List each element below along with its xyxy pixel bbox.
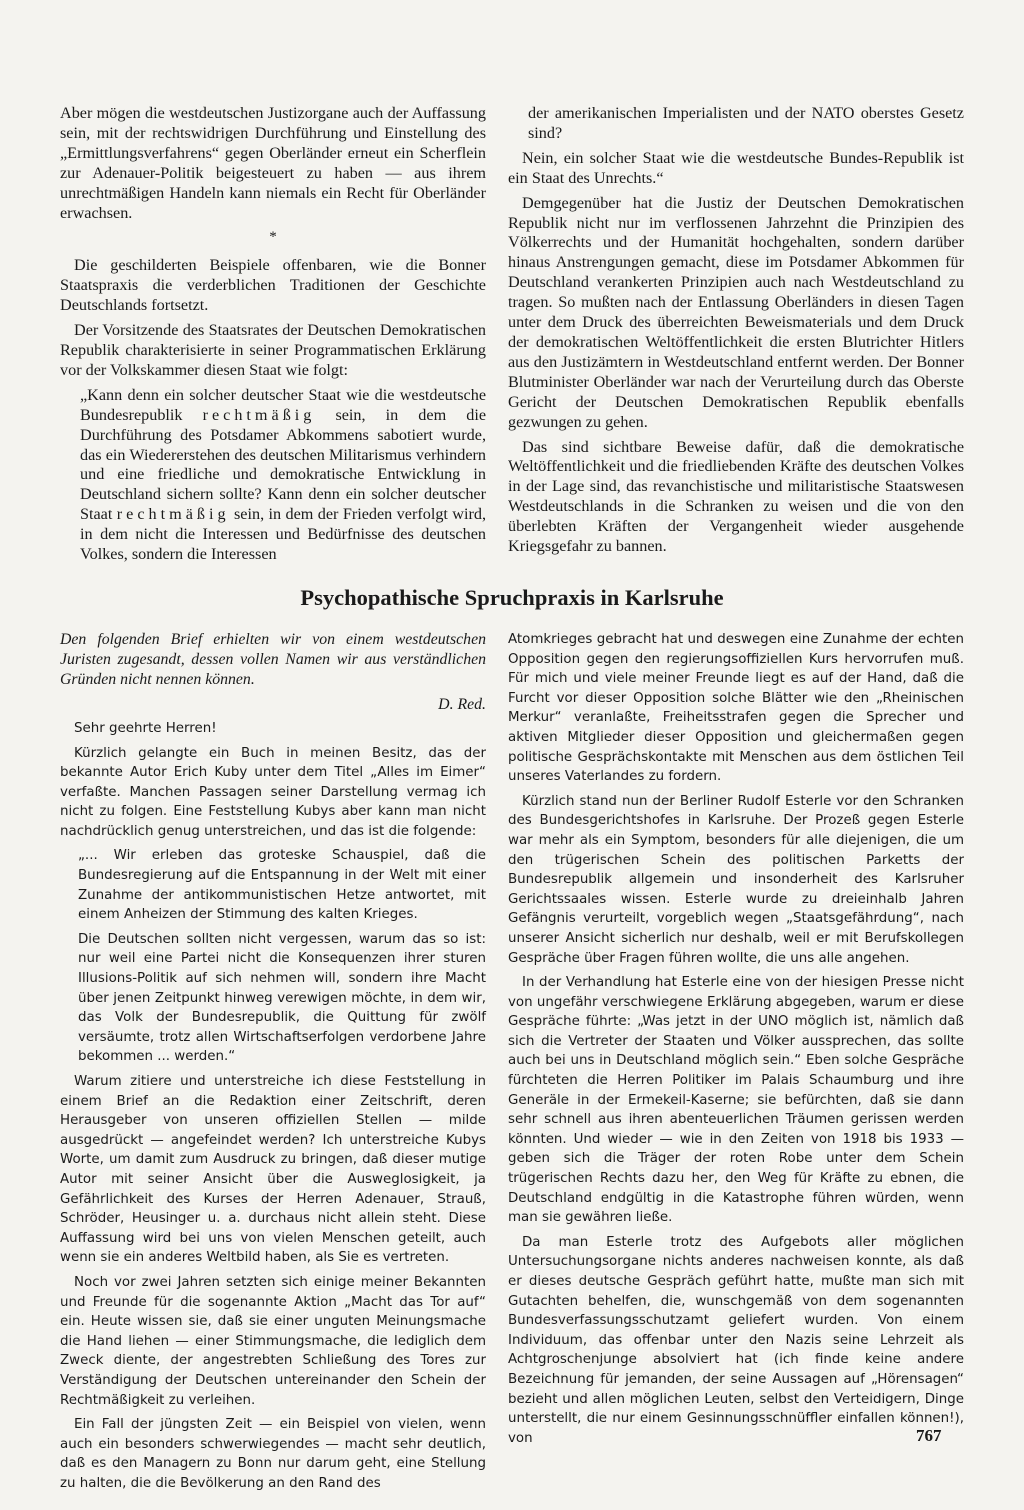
paragraph: Ein Fall der jüngsten Zeit — ein Beispiel von vielen, wenn auch ein besonders schwerwiegendes — macht sehr deutlich, daß es den Managern zu Bonn nur darum geht, eine Stellung zu halten, die die Bevölkerung an den Rand des <box>60 1417 486 1491</box>
paragraph: Kürzlich stand nun der Berliner Rudolf Esterle vor den Schranken des Bundesgerichtshofes in Karlsruhe. Der Prozeß gegen Esterle war mehr als ein Symptom, besonders für alle diejenigen, die um den trügerischen Schein des politischen Parketts der Bundesrepublik allgemein und insonderheit des Karlsruher Gerichtssaales wissen. Esterle wurde zu dreieinhalb Jahren Gefängnis verurteilt, vorgeblich wegen „Staatsgefährdung“, nach unserer Ansicht sicherlich nur deshalb, weil er mit Berufskollegen Gespräche über Fragen führen wollte, die uns alle angehen. <box>508 793 964 966</box>
paragraph: Das sind sichtbare Beweise dafür, daß die demokratische Weltöffentlichkeit und die friedliebenden Kräfte des deutschen Volkes in der Lage sind, das revanchistische und militaristische Staatswesen Westdeutschlands in die Schranken zu weisen und die von den überlebten Kräften der Vergangenheit wieder ausgehende Kriegsgefahr zu bannen. <box>508 437 964 556</box>
upper-left-column <box>60 104 486 570</box>
paragraph: Die geschilderten Beispiele offenbaren, wie die Bonner Staatspraxis die verderblichen Traditionen der Geschichte Deutschlands fortsetzt. <box>60 256 486 315</box>
paragraph: Warum zitiere und unterstreiche ich diese Feststellung in einem Brief an die Redaktion einer Zeitschrift, deren Herausgeber von unseren offiziellen Stellen — milde ausgedrückt — angefeindet werden? Ich unterstreiche Kubys Worte, um damit zum Ausdruck zu bringen, daß dieser mutige Autor mit seiner Ansicht über die Ausweglosigkeit, ja Gefährlichkeit des Kurses der Herren Adenauer, Strauß, Schröder, Heusinger u. a. durchaus nicht allein steht. Diese Auffassung wird bei uns von vielen Menschen geteilt, auch wenn sie ein anderes Weltbild haben, als Sie es vertreten. <box>60 1074 486 1266</box>
lower-right-column <box>508 630 964 1453</box>
paragraph: Kürzlich gelangte ein Buch in meinen Besitz, das der bekannte Autor Erich Kuby unter dem Titel „Alles im Eimer“ verfaßte. Manchen Passagen seiner Darstellung vermag ich nicht zu folgen. Eine Feststellung Kubys aber kann man nicht nachdrücklich genug unterstreichen, und das ist die folgende: <box>60 745 486 839</box>
quote-paragraph: Die Deutschen sollten nicht vergessen, warum das so ist: nur weil eine Partei nicht die Konsequenzen ihrer sturen Illusions-Politik auf sich nehmen will, sondern ihre Macht über jenen Zeitpunkt hinweg verewigen möchte, in dem wir, das Volk der Bundesrepublik, die Quittung für zwölf versäumte, trotz allen Wirtschaftserfolgen verdorbene Jahre bekommen ... werden.“ <box>78 931 486 1065</box>
upper-right-column <box>508 104 964 562</box>
quote-paragraph <box>80 386 486 565</box>
letter-salutation: Sehr geehrte Herren! <box>74 720 217 736</box>
paragraph: In der Verhandlung hat Esterle eine von der hiesigen Presse nicht von ungefähr verschwiegene Erklärung abgegeben, warum er diese Gespräche führte: „Was jetzt in der UNO möglich ist, nämlich daß sich die Vertreter der Staaten und Völker aussprechen, das sollte auch bei uns in Deutschland möglich sein.“ Eben solche Gespräche fürchteten die Herren Politiker im Palais Schaumburg und ihre Generäle in der Ermekeil-Kaserne; sie befürchten, daß sie dann sehr schnell aus ihren abenteuerlichen Träumen gerissen werden könnten. Und wieder — wie in den Zeiten von 1918 bis 1933 — geben sich die Träger der roten Robe unter dem Schein trügerischen Rechts dazu her, den Weg für Kräfte zu ebnen, die Deutschland endgültig in die Katastrophe führen würden, wenn man sie gewähren ließe. <box>508 975 964 1226</box>
paragraph: Aber mögen die westdeutschen Justizorgane auch der Auffassung sein, mit der rechtswidrigen Durchführung und Einstellung des „Ermittlungsverfahrens“ gegen Oberländer erneut ein Scherflein zur Adenauer-Politik beigesteuert zu haben — aus ihrem unrechtmäßigen Handeln kann niemals ein Recht für Oberländer erwachsen. <box>60 104 486 222</box>
paragraph: Demgegenüber hat die Justiz der Deutschen Demokratischen Republik nicht nur im verflossenen Jahrzehnt die Prinzipien des Völkerrechts und der Humanität hochgehalten, sondern darüber hinaus Anstrengungen gemacht, diese im Potsdamer Abkommen für Deutschland verankerten Prinzipien auch nach Westdeutschland zu tragen. So mußten nach der Entlassung Oberländers in diesen Tagen unter dem Druck des überreichten Beweismaterials und dem Druck der demokratischen Weltöffentlichkeit die ersten Blutrichter Hitlers aus den Justizämtern in Westdeutschland entfernt werden. Der Bonner Blutminister Oberländer war nach der Verurteilung durch das Oberste Gericht der Deutschen Demokratischen Republik ebenfalls gezwungen zu gehen. <box>508 193 964 431</box>
section-separator: * <box>269 229 277 246</box>
paragraph: Nein, ein solcher Staat wie die westdeutsche Bundes-Republik ist ein Staat des Unrechts.“ <box>508 148 964 187</box>
emphasized-word: rechtmäßig <box>202 405 316 424</box>
quote-text: sein, in dem der Frieden verfolgt wird, in dem nicht die Interessen und Bedürfnisse des deutschen Volkes, sondern die Interessen <box>80 505 487 564</box>
block-quote <box>60 846 486 1067</box>
editorial-intro: Den folgenden Brief erhielten wir von einem westdeutschen Juristen zugesandt, dessen vollen Namen wir aus verständlichen Gründen nicht nennen können. <box>60 631 486 688</box>
paragraph: Der Vorsitzende des Staatsrates der Deutschen Demokratischen Republik charakterisierte in seiner Programmatischen Erklärung vor der Volkskammer diesen Staat wie folgt: <box>60 321 486 379</box>
quote-paragraph: „... Wir erleben das groteske Schauspiel, daß die Bundesregierung auf die Entspannung in der Welt mit einer Zunahme der antikommunistischen Hetze antwortet, mit einem Anheizen der Stimmung des kalten Krieges. <box>78 848 486 923</box>
block-quote <box>60 386 486 565</box>
quote-text: sein, in dem die Durchführung des Potsdamer Abkommens sabotiert wurde, das ein Wiedererstehen des deutschen Militarismus verhindern und eine friedliche und demokratische Entwicklung in Deutschland sichern sollte? Kann denn ein solcher deutscher Staat <box>80 405 486 524</box>
paragraph: Atomkrieges gebracht hat und deswegen eine Zunahme der echten Opposition gegen den regierungsoffiziellen Kurs hervorrufen muß. Für mich und viele meiner Freunde liegt es auf der Hand, daß die Furcht vor dieser Opposition solche Blätter wie den „Rheinischen Merkur“ veranlaßte, Freiheitsstrafen gegen die Sprecher und aktiven Mitglieder dieser Opposition und gleichermaßen gegen politische Gesprächskontakte mit Menschen aus dem östlichen Teil unseres Vaterlandes zu fordern. <box>508 632 964 785</box>
paragraph: Noch vor zwei Jahren setzten sich einige meiner Bekannten und Freunde für die sogenannte Aktion „Macht das Tor auf“ ein. Heute wissen sie, daß sie einer unguten Meinungsmache die Hand liehen — einer Stimmungsmache, die lediglich dem Zweck diente, der angestrebten Schließung des Tores zur Verständigung der Deutschen untereinander den Schein der Rechtmäßigkeit zu verleihen. <box>60 1274 486 1408</box>
page-number: 767 <box>916 1426 942 1445</box>
paragraph: der amerikanischen Imperialisten und der NATO oberstes Gesetz sind? <box>528 104 964 142</box>
emphasized-word: rechtmäßig <box>116 505 230 524</box>
lower-left-column <box>60 630 486 1498</box>
paragraph: Da man Esterle trotz des Aufgebots aller möglichen Untersuchungsorgane nichts anderes nachweisen konnte, als daß er dieses deutsche Gespräch geführt hatte, mußte man sich mit Gutachten behelfen, die, wunschgemäß von dem sogenannten Bundesverfassungsschutzamt geliefert wurden. Von einem Individuum, das offenbar unter den Nazis seine Lehrzeit als Achtgroschenjunge absolviert hat (ich finde keine andere Bezeichnung für jemanden, der seine Aussagen auf „Hörensagen“ bezieht und allen möglichen Leuten, selbst den Verteidigern, Dinge unterstellt, die nur einem Gesinnungsschnüffler einfallen können!), von <box>508 1234 964 1446</box>
editorial-signature: D. Red. <box>438 696 486 713</box>
article-headline: Psychopathische Spruchpraxis in Karlsruhe <box>300 585 724 610</box>
quote-text: „Kann denn ein solcher deutscher Staat wie die westdeutsche Bundesrepublik <box>80 385 486 424</box>
